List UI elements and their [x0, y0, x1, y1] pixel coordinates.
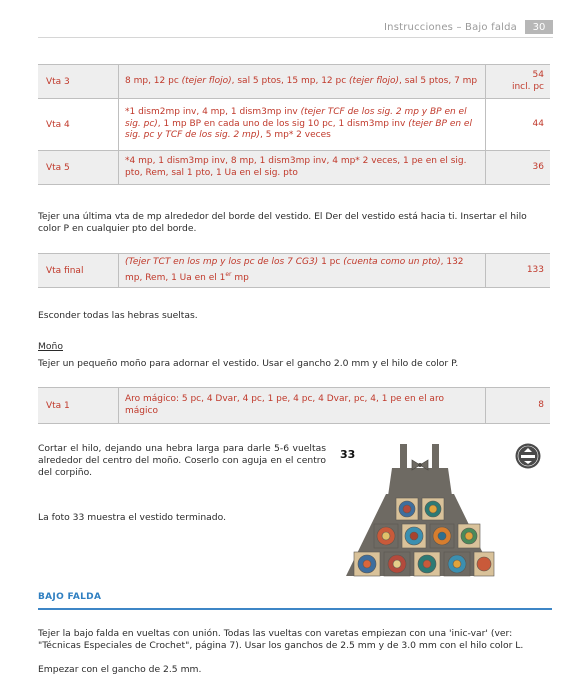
paragraph-cut-yarn: Cortar el hilo, dejando una hebra larga para darle 5-6 vueltas alrededor del centro del moño. Coserlo con aguja en el centro del corpiño.	[38, 443, 326, 478]
section-title-mono: Moño	[38, 341, 63, 352]
round-label: Vta 1	[38, 388, 119, 424]
table-row	[38, 151, 550, 185]
photo-number: 33	[340, 448, 356, 461]
instruction-fragment: (tejer BP en el sig. pc y TCF de los sig. 2 mp)	[125, 118, 472, 141]
paragraph-start-hook: Empezar con el gancho de 2.5 mm.	[38, 664, 202, 675]
instruction-fragment: (tejer flojo)	[349, 75, 400, 86]
instruction-fragment: , 5 mp* 2 veces	[260, 130, 331, 141]
stitch-count: 36	[486, 151, 551, 185]
crochet-logo-badge-icon	[515, 443, 541, 469]
round-instructions	[119, 65, 486, 99]
instruction-fragment: er	[225, 270, 232, 278]
paragraph-hide-ends: Esconder todas las hebras sueltas.	[38, 310, 198, 321]
instruction-fragment: (cuenta como un pto)	[343, 257, 441, 267]
page-header	[384, 20, 553, 34]
stitch-count: 54 incl. pc	[486, 65, 551, 99]
instruction-fragment: , 132 mp, Rem, 1 Ua en el 1	[125, 257, 464, 283]
round-instructions	[119, 388, 486, 424]
paragraph-photo-reference: La foto 33 muestra el vestido terminado.	[38, 512, 226, 523]
instruction-fragment: (tejer flojo)	[181, 75, 232, 86]
paragraph-bajo-falda-intro: Tejer la bajo falda en vueltas con unión. Todas las vueltas con varetas empiezan con una 'inic-var' (ver: "Técnicas Especiales de Crochet", página 7). Usar los ganchos de 2.5 mm y de 3.0 mm con el hilo color L.	[38, 628, 524, 651]
paragraph-last-round: Tejer una última vta de mp alrededor del borde del vestido. El Der del vestido está hacia ti. Insertar el hilo color P en cualquier pto del borde.	[38, 211, 527, 234]
section-title-bajo-falda: BAJO FALDA	[38, 592, 102, 602]
instruction-fragment: 1 pc	[318, 257, 344, 267]
instruction-fragment: 8 mp, 12 pc	[125, 75, 182, 86]
round-label: Vta 5	[38, 151, 119, 185]
instruction-fragment: mp	[231, 272, 249, 283]
table-row	[38, 388, 550, 424]
instructions-table-mono	[38, 387, 550, 424]
instructions-table-final-round	[38, 253, 550, 288]
stitch-count: 44	[486, 99, 551, 151]
instructions-table-rows-3-5	[38, 64, 550, 185]
table-row	[38, 99, 550, 151]
section-rule	[38, 608, 552, 610]
stitch-count: 133	[486, 254, 551, 288]
instruction-fragment: , sal 5 ptos, 15 mp, 12 pc	[231, 75, 350, 86]
instruction-fragment: (Tejer TCT en los mp y los pc de los 7 CG3)	[125, 257, 319, 267]
round-label: Vta final	[38, 254, 119, 288]
paragraph-mono-intro: Tejer un pequeño moño para adornar el vestido. Usar el gancho 2.0 mm y el hilo de color P.	[38, 358, 459, 369]
table-row	[38, 65, 550, 99]
instruction-fragment: *1 dism2mp inv, 4 mp, 1 dism3mp inv	[125, 107, 301, 118]
table-row	[38, 254, 550, 288]
round-instructions	[119, 99, 486, 151]
stitch-count: 8	[486, 388, 551, 424]
round-label: Vta 3	[38, 65, 119, 99]
header-title: Instrucciones – Bajo falda	[384, 21, 517, 33]
round-instructions	[119, 254, 486, 288]
header-rule	[38, 37, 553, 38]
page-number: 30	[525, 20, 553, 34]
instruction-fragment: , 1 mp BP en cada uno de los sig 10 pc, 1 dism3mp inv	[157, 118, 409, 129]
round-label: Vta 4	[38, 99, 119, 151]
instruction-fragment: Aro mágico: 5 pc, 4 Dvar, 4 pc, 1 pe, 4 pc, 4 Dvar, pc, 4, 1 pe en el aro mágico	[125, 394, 444, 416]
round-instructions	[119, 151, 486, 185]
instruction-fragment: (tejer TCF de los sig. 2 mp y BP en el sig. pc)	[125, 107, 467, 129]
instruction-fragment: , sal 5 ptos, 7 mp	[399, 75, 478, 86]
instruction-fragment: *4 mp, 1 dism3mp inv, 8 mp, 1 dism3mp inv, 4 mp* 2 veces, 1 pe en el sig. pto, Rem, sal 1 pto, 1 Ua en el sig. pto	[125, 156, 467, 178]
